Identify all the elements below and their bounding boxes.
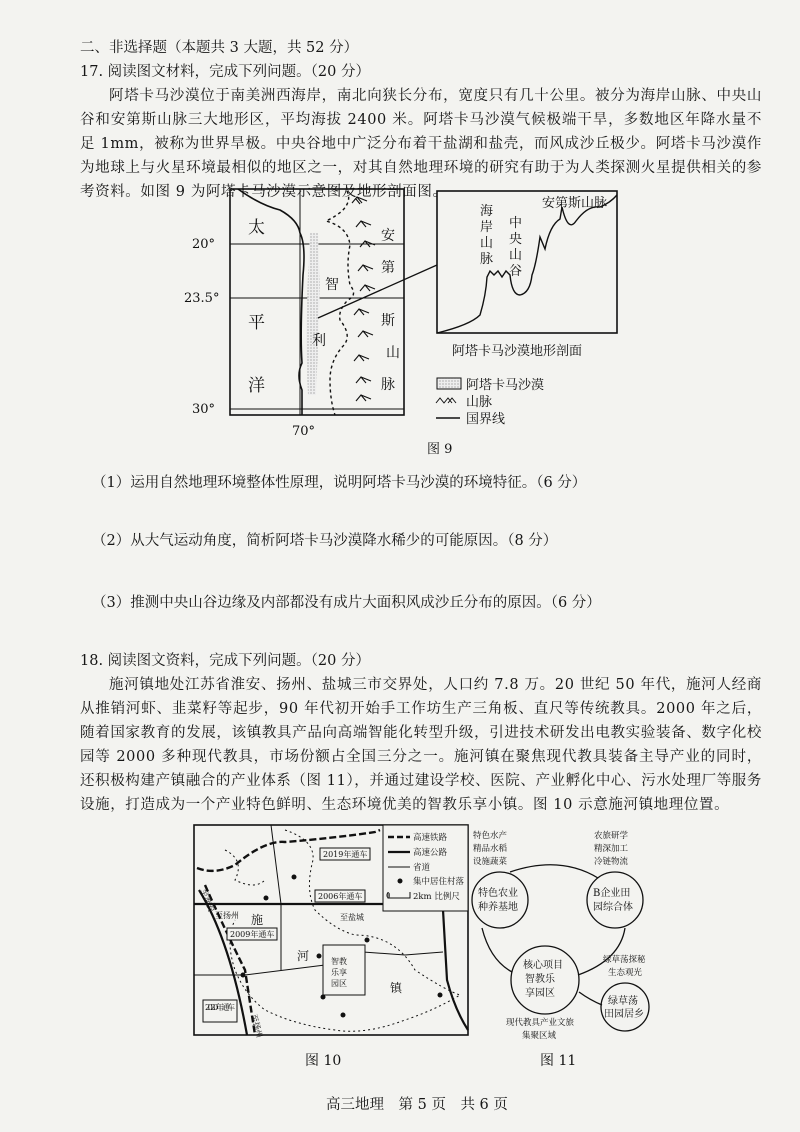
svg-text:集聚区域: 集聚区域 bbox=[522, 1031, 557, 1041]
svg-text:特色水产: 特色水产 bbox=[473, 831, 508, 841]
profile-caption: 阿塔卡马沙漠地形剖面 bbox=[452, 344, 583, 359]
ocean-label: 洋 bbox=[248, 376, 265, 396]
arrow bbox=[482, 928, 512, 972]
callout-2020: 2020年通车 bbox=[205, 1003, 235, 1012]
legend-desert-swatch bbox=[437, 378, 461, 389]
node-lvcaodang-label: 绿草荡田园居乡 bbox=[604, 996, 644, 1020]
svg-text:生态观光: 生态观光 bbox=[608, 968, 643, 978]
park-label: 智教乐享园区 bbox=[331, 957, 347, 988]
lat-label: 20° bbox=[192, 237, 216, 252]
arrow bbox=[579, 992, 602, 1005]
callout-2019: 2019年通车 bbox=[323, 850, 368, 859]
svg-text:绿草荡探秘: 绿草荡探秘 bbox=[603, 955, 646, 965]
figure-10 bbox=[185, 820, 475, 1080]
svg-text:冷链物流: 冷链物流 bbox=[594, 857, 629, 867]
profile-label-andes: 安第斯山脉 bbox=[542, 196, 608, 211]
svg-text:精品水稻: 精品水稻 bbox=[473, 844, 508, 854]
legend-rail: 高速铁路 bbox=[413, 833, 448, 843]
svg-text:精深加工: 精深加工 bbox=[594, 844, 629, 854]
section-heading: 二、非选择题（本题共 3 大题，共 52 分） bbox=[80, 40, 359, 56]
svg-text:0: 0 bbox=[386, 892, 391, 900]
legend-border: 国界线 bbox=[466, 412, 506, 427]
node-enterprise-label: B企业田园综合体 bbox=[593, 888, 633, 913]
node-agri bbox=[472, 872, 528, 928]
legend-desert: 阿塔卡马沙漠 bbox=[466, 378, 545, 393]
node-lvcaodang bbox=[601, 983, 649, 1031]
figure-11 bbox=[470, 820, 665, 1080]
figure-11-caption: 图 11 bbox=[540, 1053, 577, 1069]
town-label: 施 bbox=[251, 913, 264, 927]
q17-question-1: （1）运用自然地理环境整体性原理，说明阿塔卡马沙漠的环境特征。（6 分） bbox=[92, 475, 587, 491]
node-agri-label: 特色农业种养基地 bbox=[478, 888, 518, 913]
legend-provincial: 省道 bbox=[413, 863, 431, 873]
q18-title: 18. 阅读图文资料，完成下列问题。（20 分） bbox=[80, 653, 370, 669]
mountain-label: 斯 bbox=[381, 313, 395, 329]
direction-label: 至扬州 bbox=[249, 1013, 264, 1039]
svg-text:农旅研学: 农旅研学 bbox=[594, 831, 629, 841]
country-label: 利 bbox=[312, 333, 326, 349]
legend-expressway: 高速公路 bbox=[413, 848, 448, 858]
mountain-label: 安 bbox=[381, 228, 395, 244]
q17-question-2: （2）从大气运动角度，简析阿塔卡马沙漠降水稀少的可能原因。（8 分） bbox=[92, 533, 558, 549]
mountain-label: 脉 bbox=[381, 377, 395, 393]
border-line bbox=[326, 191, 354, 415]
terrain-profile bbox=[437, 195, 617, 333]
legend-mountain-icon bbox=[436, 398, 456, 403]
profile-frame bbox=[437, 191, 617, 333]
svg-text:现代教具产业文旅: 现代教具产业文旅 bbox=[506, 1018, 575, 1028]
mountain-label: 第 bbox=[381, 260, 395, 276]
profile-label-coastal: 海岸山脉 bbox=[480, 204, 494, 267]
node-enterprise bbox=[587, 872, 643, 928]
town-label: 河 bbox=[297, 949, 310, 963]
legend-mountain: 山脉 bbox=[466, 395, 493, 410]
ocean-label: 太 bbox=[248, 218, 265, 238]
q17-paragraph: 阿塔卡马沙漠位于南美洲西海岸，南北向狭长分布，宽度只有几十公里。被分为海岸山脉、中央山谷和安第斯山脉三大地形区，平均海拔 2400 米。阿塔卡马沙漠气候极端干旱，多数地区年降水量不足 1mm，被称为世界旱极。中央谷地中广泛分布着干盐湖和盐壳，而风成沙丘极少。阿塔卡马沙漠作为地球上与火星环境最相似的地区之一，对其自然地理环境的研究有助于为人类探测火星提供相关的参考资料。如图 9 为阿塔卡马沙漠示意图及地形剖面图。 bbox=[80, 88, 762, 200]
q17-title: 17. 阅读图文材料，完成下列问题。（20 分） bbox=[80, 64, 370, 80]
ocean-label: 平 bbox=[248, 313, 265, 333]
q18-paragraph: 施河镇地处江苏省淮安、扬州、盐城三市交界处，人口约 7.8 万。20 世纪 50 年代，施河人经商从推销河虾、韭菜籽等起步，90 年代初开始手工作坊生产三角板、直尺等传统教具。2000 年之后，随着国家教育的发展，该镇教具产品向高端智能化转型升级，引进技术研发出电教实验装备、数字化校园等 2000 多种现代教具，市场份额占全国三分之一。施河镇在聚焦现代教具装备主导产业的同时，还积极构建产镇融合的产业体系（图 11），并通过建设学校、医院、产业孵化中心、污水处理厂等服务设施，打造成为一个产业特色鲜明、生态环境优美的智教乐享小镇。图 10 示意施河镇地理位置。 bbox=[80, 677, 763, 813]
desert-area bbox=[306, 233, 320, 395]
legend-scale: 2km 比例尺 bbox=[413, 892, 460, 902]
callout-2009: 2009年通车 bbox=[230, 930, 275, 939]
lat-label: 30° bbox=[192, 402, 216, 417]
arrow bbox=[510, 865, 598, 878]
lat-label: 23.5° bbox=[184, 291, 220, 306]
country-label: 智 bbox=[325, 277, 339, 293]
direction-label: 至淮安 bbox=[199, 887, 216, 914]
expressway bbox=[443, 910, 468, 1030]
direction-label: 至扬州 bbox=[215, 911, 239, 920]
direction-label: 至盐城 bbox=[340, 913, 364, 922]
figure-9 bbox=[184, 185, 650, 465]
figure-9-caption: 图 9 bbox=[427, 442, 453, 457]
mountain-label: 山 bbox=[386, 345, 400, 361]
lon-label: 70° bbox=[292, 424, 316, 439]
mountain-symbols bbox=[352, 197, 375, 401]
page-footer: 高三地理 第 5 页 共 6 页 bbox=[326, 1097, 508, 1113]
legend-village: 集中居住村落 bbox=[413, 877, 465, 887]
town-label: 镇 bbox=[390, 981, 403, 995]
node-core-label: 核心项目智教乐享园区 bbox=[523, 960, 563, 999]
profile-label-valley: 中央山谷 bbox=[509, 216, 523, 279]
svg-text:设施蔬菜: 设施蔬菜 bbox=[473, 857, 508, 867]
callout-2006: 2006年通车 bbox=[318, 892, 363, 901]
figure-10-caption: 图 10 bbox=[305, 1053, 342, 1069]
q17-question-3: （3）推测中央山谷边缘及内部都没有成片大面积风成沙丘分布的原因。（6 分） bbox=[92, 595, 601, 611]
